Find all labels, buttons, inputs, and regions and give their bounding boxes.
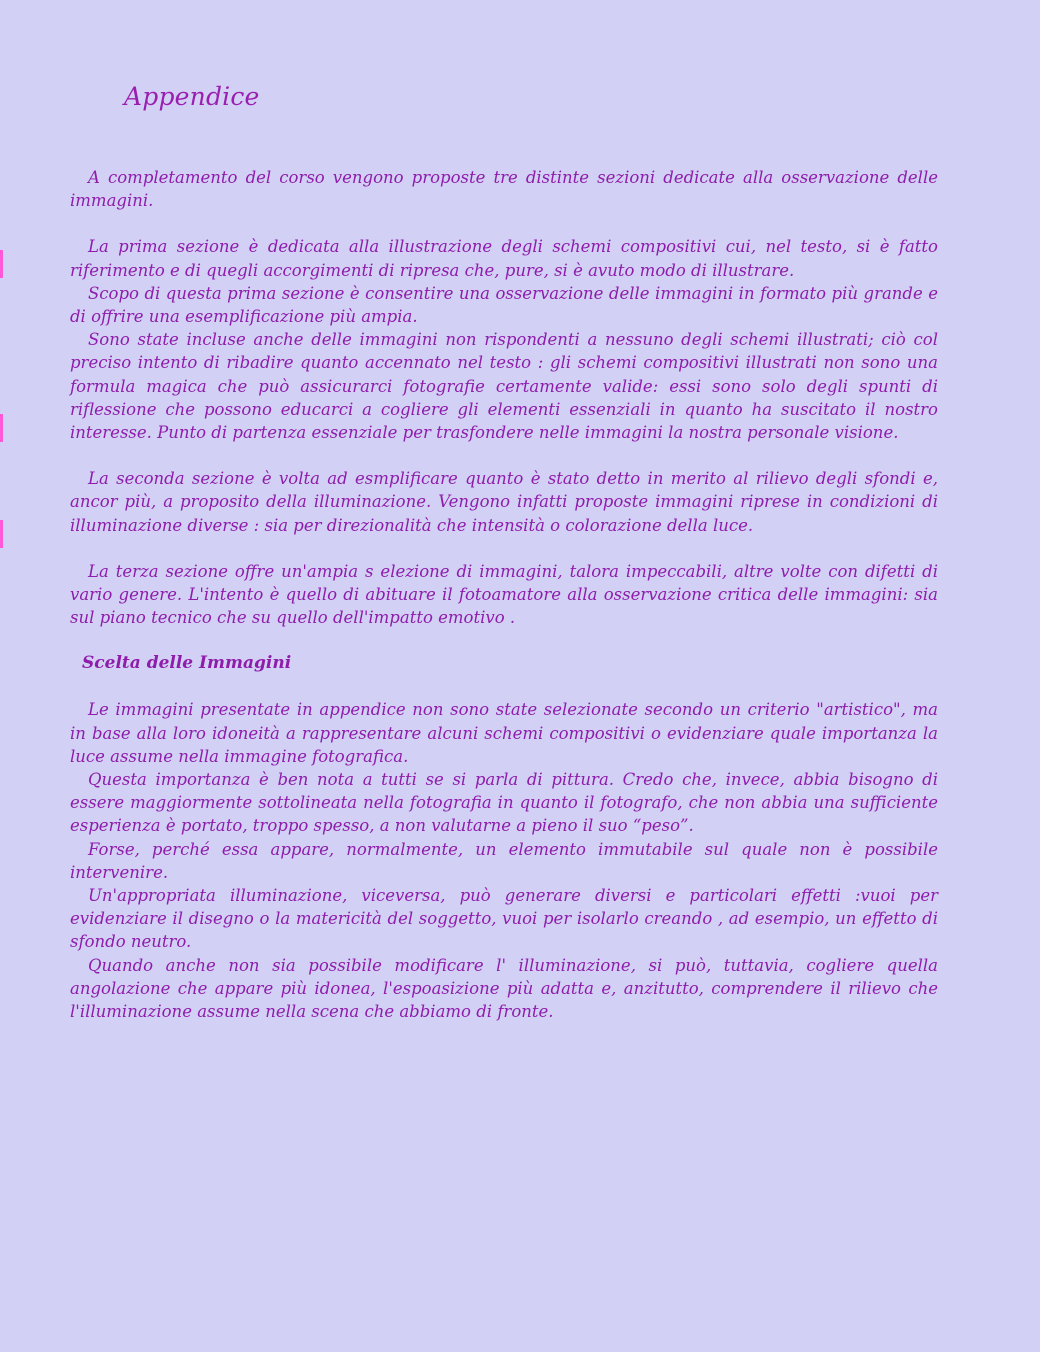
choice-paragraph: Le immagini presentate in appendice non sono state selezionate secondo un criterio "artistico", ma in base alla loro idoneità a rappresentare alcuni schemi compositivi o evidenziare quale importanza la luce assume nella immagine fotografica.: [70, 700, 938, 766]
choice-paragraph: Questa importanza è ben nota a tutti se si parla di pittura. Credo che, invece, abbia bisogno di essere maggiormente sottolineata nella fotografia in quanto il fotografo, che non abbia una sufficiente esperienza è portato, troppo spesso, a non valutarne a pieno il suo “peso”.: [70, 770, 938, 836]
section-two-paragraph: La seconda sezione è volta ad esmplificare quanto è stato detto in merito al rilievo degli sfondi e, ancor più, a proposito della illuminazione. Vengono infatti proposte immagini riprese in condizioni di illuminazione diverse : sia per direzionalità che intensità o colorazione della luce.: [70, 469, 938, 535]
section-one-paragraph: La prima sezione è dedicata alla illustrazione degli schemi compositivi cui, nel testo, si è fatto riferimento e di quegli accorgimenti di ripresa che, pure, si è avuto modo di illustrare.: [70, 237, 938, 280]
subheading: Scelta delle Immagini: [82, 653, 292, 674]
section-three-paragraph: La terza sezione offre un'ampia s elezione di immagini, talora impeccabili, altre volte con difetti di vario genere. L'intento è quello di abituare il fotoamatore alla osservazione critica delle immagini: sia sul piano tecnico che su quello dell'impatto emotivo .: [70, 561, 938, 628]
margin-mark: [0, 520, 3, 548]
section-one-paragraph: Scopo di questa prima sezione è consentire una osservazione delle immagini in formato più grande e di offrire una esemplificazione più ampia.: [70, 283, 938, 327]
section-one-paragraph: Sono state incluse anche delle immagini non rispondenti a nessuno degli schemi illustrati; ciò col preciso intento di ribadire quanto accennato nel testo : gli schemi compositivi illustrati non sono una formula magica che può assicurarci fotografie certamente valide: essi sono solo degli spunti di riflessione che possono educarci a cogliere gli elementi essenziali in quanto ha suscitato il nostro interesse. Punto di partenza essenziale per trasfondere nelle immagini la nostra personale visione.: [70, 330, 938, 443]
choice-paragraph: Un'appropriata illuminazione, viceversa, può generare diversi e particolari effetti :vuoi per evidenziare il disegno o la matericità del soggetto, vuoi per isolarlo creando , ad esempio, un effetto di sfondo neutro.: [70, 886, 938, 952]
margin-mark: [0, 250, 3, 278]
choice-paragraph: Quando anche non sia possibile modificare l' illuminazione, si può, tuttavia, cogliere quella angolazione che appare più idonea, l'espoasizione più adatta e, anzitutto, comprendere il rilievo che l'illuminazione assume nella scena che abbiamo di fronte.: [70, 955, 938, 1022]
intro-paragraph: A completamento del corso vengono proposte tre distinte sezioni dedicate alla osservazione delle immagini.: [70, 168, 938, 211]
page-title: Appendice: [124, 82, 260, 111]
document-body: [70, 166, 938, 1023]
choice-paragraph: Forse, perché essa appare, normalmente, un elemento immutabile sul quale non è possibile intervenire.: [70, 839, 938, 882]
margin-mark: [0, 414, 3, 442]
